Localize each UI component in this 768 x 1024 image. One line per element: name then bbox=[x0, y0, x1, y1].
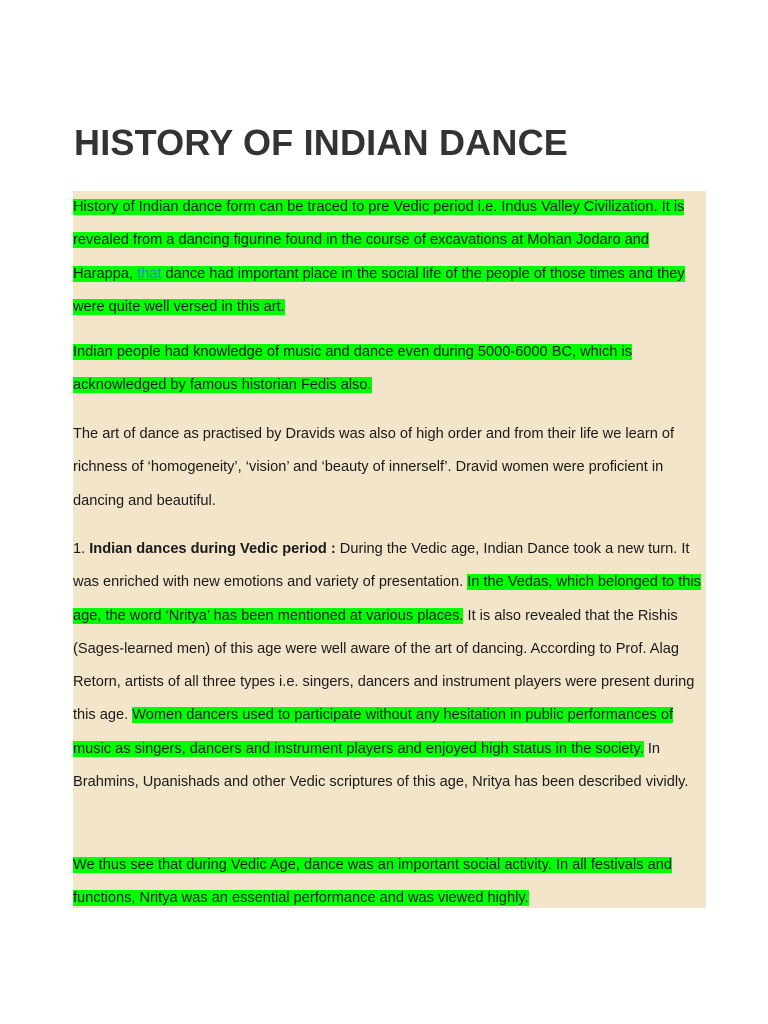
section-heading: Indian dances during Vedic period : bbox=[89, 541, 336, 557]
document-title: HISTORY OF INDIAN DANCE bbox=[74, 122, 568, 163]
paragraph-text: During the Vedic age, Indian Dance took a new turn. It was enriched with new emotions and variety of presentation. bbox=[73, 541, 690, 591]
inline-link[interactable]: that bbox=[137, 265, 162, 282]
paragraph-knowledge bbox=[73, 336, 706, 403]
paragraph-conclusion bbox=[73, 849, 706, 916]
paragraph-text: History of Indian dance form can be traced to pre Vedic period i.e. Indus Valley Civilization. It is revealed from a dancing figurine found in the course of excavations at Mohan Jodaro and Harappa, bbox=[73, 199, 685, 282]
paragraph-pre-vedic bbox=[73, 191, 706, 324]
highlighted-text: In the Vedas, which belonged to this age, the word ‘Nritya’ has been mentioned at various places. bbox=[73, 574, 701, 624]
paragraph-text: In Brahmins, Upanishads and other Vedic scriptures of this age, Nritya has been described vividly. bbox=[73, 740, 689, 791]
list-number: 1. bbox=[73, 541, 90, 557]
highlighted-text bbox=[73, 199, 685, 315]
paragraph-vedic-period bbox=[73, 533, 706, 799]
paragraph-text: It is also revealed that the Rishis (Sages-learned men) of this age were well aware of the art of dancing. According to Prof. Alag Retorn, artists of all three types i.e. singers, dancers and instrument players were present during this age. bbox=[73, 607, 695, 724]
paragraph-dravids: The art of dance as practised by Dravids was also of high order and from their life we learn of richness of ‘homogeneity’, ‘vision’ and ‘beauty of innerself’. Dravid women were proficient in dancing and beautiful. bbox=[73, 426, 675, 509]
paragraph-text: dance had important place in the social life of the people of those times and they were quite well versed in this art. bbox=[73, 265, 685, 315]
highlighted-text: Women dancers used to participate without any hesitation in public performances of music as singers, dancers and instrument players and enjoyed high status in the society. bbox=[73, 707, 674, 757]
highlighted-text: We thus see that during Vedic Age, dance was an important social activity. In all festivals and functions, Nritya was an essential performance and was viewed highly. bbox=[73, 857, 672, 907]
highlighted-text: Indian people had knowledge of music and dance even during 5000-6000 BC, which is acknowledged by famous historian Fedis also. bbox=[73, 344, 632, 394]
document-body bbox=[73, 191, 706, 908]
